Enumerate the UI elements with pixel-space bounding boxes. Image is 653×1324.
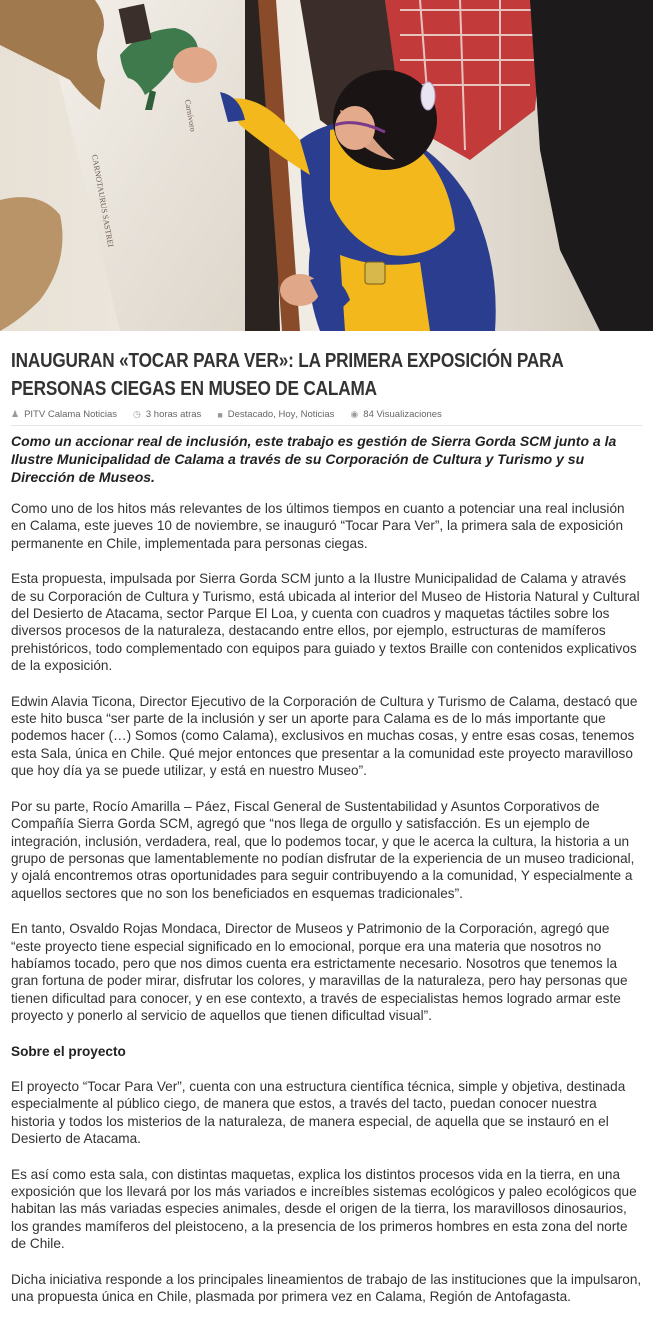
article-meta	[11, 409, 642, 426]
views-label: 84 Visualizaciones	[363, 409, 442, 420]
paragraph-6: El proyecto “Tocar Para Ver”, cuenta con una estructura científica técnica, simple y objetiva, destinada especialmente al público ciego, de manera que estos, a través del tacto, puedan conocer nuestra historia y todos los misterios de la naturaleza, de manera especial, de aquella que se instauró en el Desierto de Atacama.	[11, 1078, 626, 1147]
meta-author[interactable]	[11, 409, 117, 420]
time-label: 3 horas atras	[145, 409, 202, 420]
museum-photo-illustration	[0, 0, 653, 331]
paragraph-5: En tanto, Osvaldo Rojas Mondaca, Director de Museos y Patrimonio de la Corporación, agregó que “este proyecto tiene especial significado en lo emocional, porque era una materia que nosotros no habíamos tocado, pero que nos dimos cuenta era estrictamente necesario. Nosotros que tenemos la gran fortuna de poder mirar, disfrutar los colores, y maravillas de la naturaleza, pero hay personas que tienen dificultad para conocer, y en ese contexto, a través de especialistas hemos logrado armar este proyecto y ponerlo al servicio de aquellos que tienen dificultad visual”.	[11, 921, 628, 1024]
user-icon: ♟	[11, 409, 20, 419]
article-lead: Como un accionar real de inclusión, este trabajo es gestión de Sierra Gorda SCM junto a la Ilustre Municipalidad de Calama a través de su Corporación de Cultura y Turismo y su Dirección de Museos.	[11, 433, 617, 485]
category-link-noticias[interactable]: Noticias	[300, 409, 335, 420]
board-label-b: Carnívoro	[183, 98, 198, 133]
section-subheading: Sobre el proyecto	[11, 1043, 126, 1059]
eye-icon: ◉	[350, 409, 359, 419]
meta-views	[350, 409, 441, 420]
category-link-hoy[interactable]: Hoy	[278, 409, 296, 420]
article-title[interactable]: INAUGURAN «TOCAR PARA VER»: LA PRIMERA EXPOSICIÓN PARA PERSONAS CIEGAS EN MUSEO DE CALAMA	[11, 350, 563, 400]
category-link-destacado[interactable]: Destacado	[227, 409, 274, 420]
article-content	[0, 347, 653, 1305]
paragraph-2: Esta propuesta, impulsada por Sierra Gorda SCM junto a la Ilustre Municipalidad de Calama y através de su Corporación de Cultura y Turismo, está ubicada al interior del Museo de Historia Natural y Cultural del Desierto de Atacama, sector Parque El Loa, y cuenta con cuadros y maquetas táctiles sobre los diversos procesos de la naturaleza, destacando entre ellos, por ejemplo, estructuras de mamíferos prehistóricos, todo complementado con equipos para guiado y textos Braille con contenidos explicativos de la exposición.	[11, 571, 640, 674]
meta-categories: ■ Destacado , Hoy , Noticias	[217, 409, 335, 420]
folder-icon: ■	[217, 409, 223, 420]
meta-time	[133, 409, 201, 420]
hero-photo	[0, 0, 653, 331]
board-label-a: CARNOTAURUS SASTREI	[90, 153, 116, 248]
clock-icon: ◷	[133, 409, 141, 419]
paragraph-7: Es así como esta sala, con distintas maquetas, explica los distintos procesos vida en la tierra, en una exposición que los llevará por los más variados e increíbles sistemas ecológicos y paleo ecológicos que habitan las más variadas especies animales, desde el origen de la tierra, los maravillosos dinosaurios, los grandes mamíferos del pleistoceno, a la presencia de los primeros hombres en esta zona del norte de Chile.	[11, 1166, 637, 1252]
author-link[interactable]: PITV Calama Noticias	[24, 409, 117, 420]
paragraph-8: Dicha iniciativa responde a los principales lineamientos de trabajo de las instituciones que la impulsaron, una propuesta única en Chile, plasmada por primera vez en Calama, Región de Antofagasta.	[11, 1271, 642, 1305]
paragraph-4: Por su parte, Rocío Amarilla – Páez, Fiscal General de Sustentabilidad y Asuntos Corporativos de Compañía Sierra Gorda SCM, agregó que “nos llega de orgullo y satisfacción. Es un ejemplo de integración, inclusión, verdadera, real, que lo podemos tocar, y que le acerca la cultura, la historia a un grupo de personas que lamentablemente no podían disfrutar de la experiencia de un museo tradicional, y ojalá encontremos otras oportunidades para seguir contribuyendo a la comunidad, Y especialmente a aquellos sectores que no son los beneficiados en esquemas tradicionales”.	[11, 798, 635, 901]
paragraph-1: Como uno de los hitos más relevantes de los últimos tiempos en cuanto a potenciar una real inclusión en Calama, este jueves 10 de noviembre, se inauguró “Tocar Para Ver”, la primera sala de exposición permanente en Chile, implementada para personas ciegas.	[11, 501, 625, 551]
paragraph-3: Edwin Alavia Ticona, Director Ejecutivo de la Corporación de Cultura y Turismo de Calama, destacó que este hito busca “ser parte de la inclusión y ser un aporte para Calama es de lo más importante que podemos hacer (…) Somos (como Calama), exclusivos en muchas cosas, y entre esas cosas, tenemos esta Sala, única en Chile. Qué mejor entonces que presentar a la comunidad este proyecto maravilloso que hoy día ya se puede utilizar, y está en nuestro Museo”.	[11, 693, 638, 779]
